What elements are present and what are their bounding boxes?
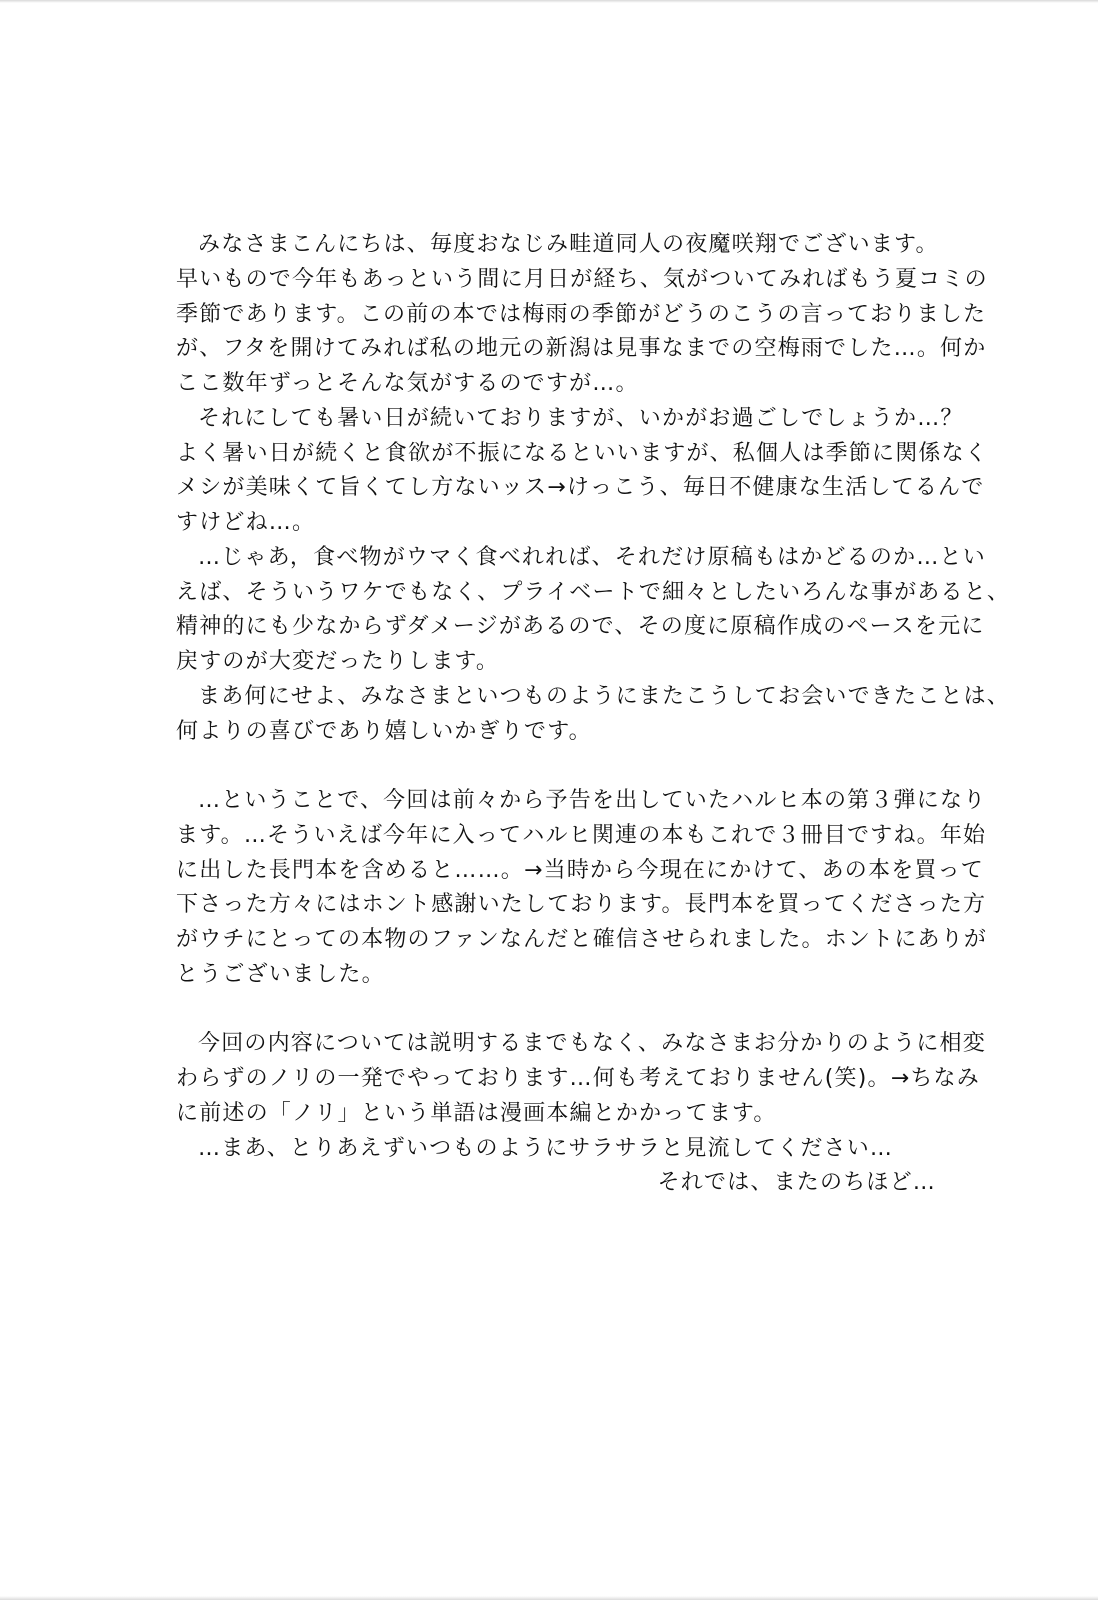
- paragraph-1-line-2: 早いもので今年もあっという間に月日が経ち、気がついてみればもう夏コミの: [176, 266, 988, 292]
- paragraph-1-line-4: が、フタを開けてみれば私の地元の新潟は見事なまでの空梅雨でした…。何か: [176, 336, 987, 362]
- paragraph-gap: [176, 749, 996, 784]
- paragraph-5-line-1: …ということで、今回は前々から予告を出していたハルヒ本の第３弾になり: [198, 788, 987, 813]
- paragraph-5-line-3: に出した長門本を含めると……。→当時から今現在にかけて、あの本を買って: [176, 857, 984, 883]
- paragraph-7-line-1: …まあ、とりあえずいつものようにサラサラと見流してください…: [198, 1135, 894, 1161]
- paragraph-6-line-1: 今回の内容については説明するまでもなく、みなさまお分かりのように相変: [198, 1031, 986, 1057]
- paragraph-1-line-1: みなさまこんにちは、毎度おなじみ畦道同人の夜魔咲翔でございます。: [198, 232, 939, 257]
- letter-body: [176, 228, 1011, 1201]
- closing-line: それでは、またのちほど…: [657, 1170, 936, 1196]
- paragraph-3-line-2: えば、そういうワケでもなく、プライベートで細々としたいろんな事があると、: [176, 579, 1011, 605]
- paragraph-6-line-3: に前述の「ノリ」という単語は漫画本編とかかってます。: [176, 1100, 777, 1126]
- paragraph-3-line-4: 戻すのが大変だったりします。: [176, 649, 500, 674]
- paragraph-2-line-4: すけどね…。: [176, 510, 316, 535]
- paragraph-3-line-3: 精神的にも少なからずダメージがあるので、その度に原稿作成のペースを元に: [176, 614, 985, 640]
- scan-edge-bottom: [0, 1596, 1098, 1600]
- paragraph-5-line-2: ます。…そういえば今年に入ってハルヒ関連の本もこれで３冊目ですね。年始: [176, 822, 987, 848]
- paragraph-2-line-3: メシが美味くて旨くてし方ないッス→けっこう、毎日不健康な生活してるんで: [176, 475, 985, 501]
- scan-edge-top: [0, 0, 1098, 3]
- paragraph-4-line-1: まあ何にせよ、みなさまといつものようにまたこうしてお会いできたことは、: [198, 683, 1011, 709]
- paragraph-3-line-1: …じゃあ，食べ物がウマく食べれれば、それだけ原稿もはかどるのか…とい: [198, 544, 986, 570]
- paragraph-5-line-6: とうございました。: [176, 961, 385, 987]
- paragraph-4-line-2: 何よりの喜びであり嬉しいかぎりです。: [176, 718, 592, 744]
- paragraph-5-line-5: がウチにとっての本物のファンなんだと確信させられました。ホントにありが: [176, 927, 988, 952]
- paragraph-6-line-2: わらずのノリの一発でやっております…何も考えておりません(笑)。→ちなみ: [176, 1066, 980, 1091]
- paragraph-1-line-3: 季節であります。この前の本では梅雨の季節がどうのこうの言っておりました: [176, 301, 987, 327]
- paragraph-5-line-4: 下さった方々にはホント感謝いたしております。長門本を買ってくださった方: [176, 892, 987, 918]
- paragraph-gap: [176, 993, 996, 1028]
- paragraph-1-line-5: ここ数年ずっとそんな気がするのですが…。: [176, 371, 639, 396]
- paragraph-2-line-2: よく暑い日が続くと食欲が不振になるといいますが、私個人は季節に関係なく: [176, 440, 989, 466]
- paragraph-2-line-1: それにしても暑い日が続いておりますが、いかがお過ごしでしょうか…？: [198, 405, 964, 431]
